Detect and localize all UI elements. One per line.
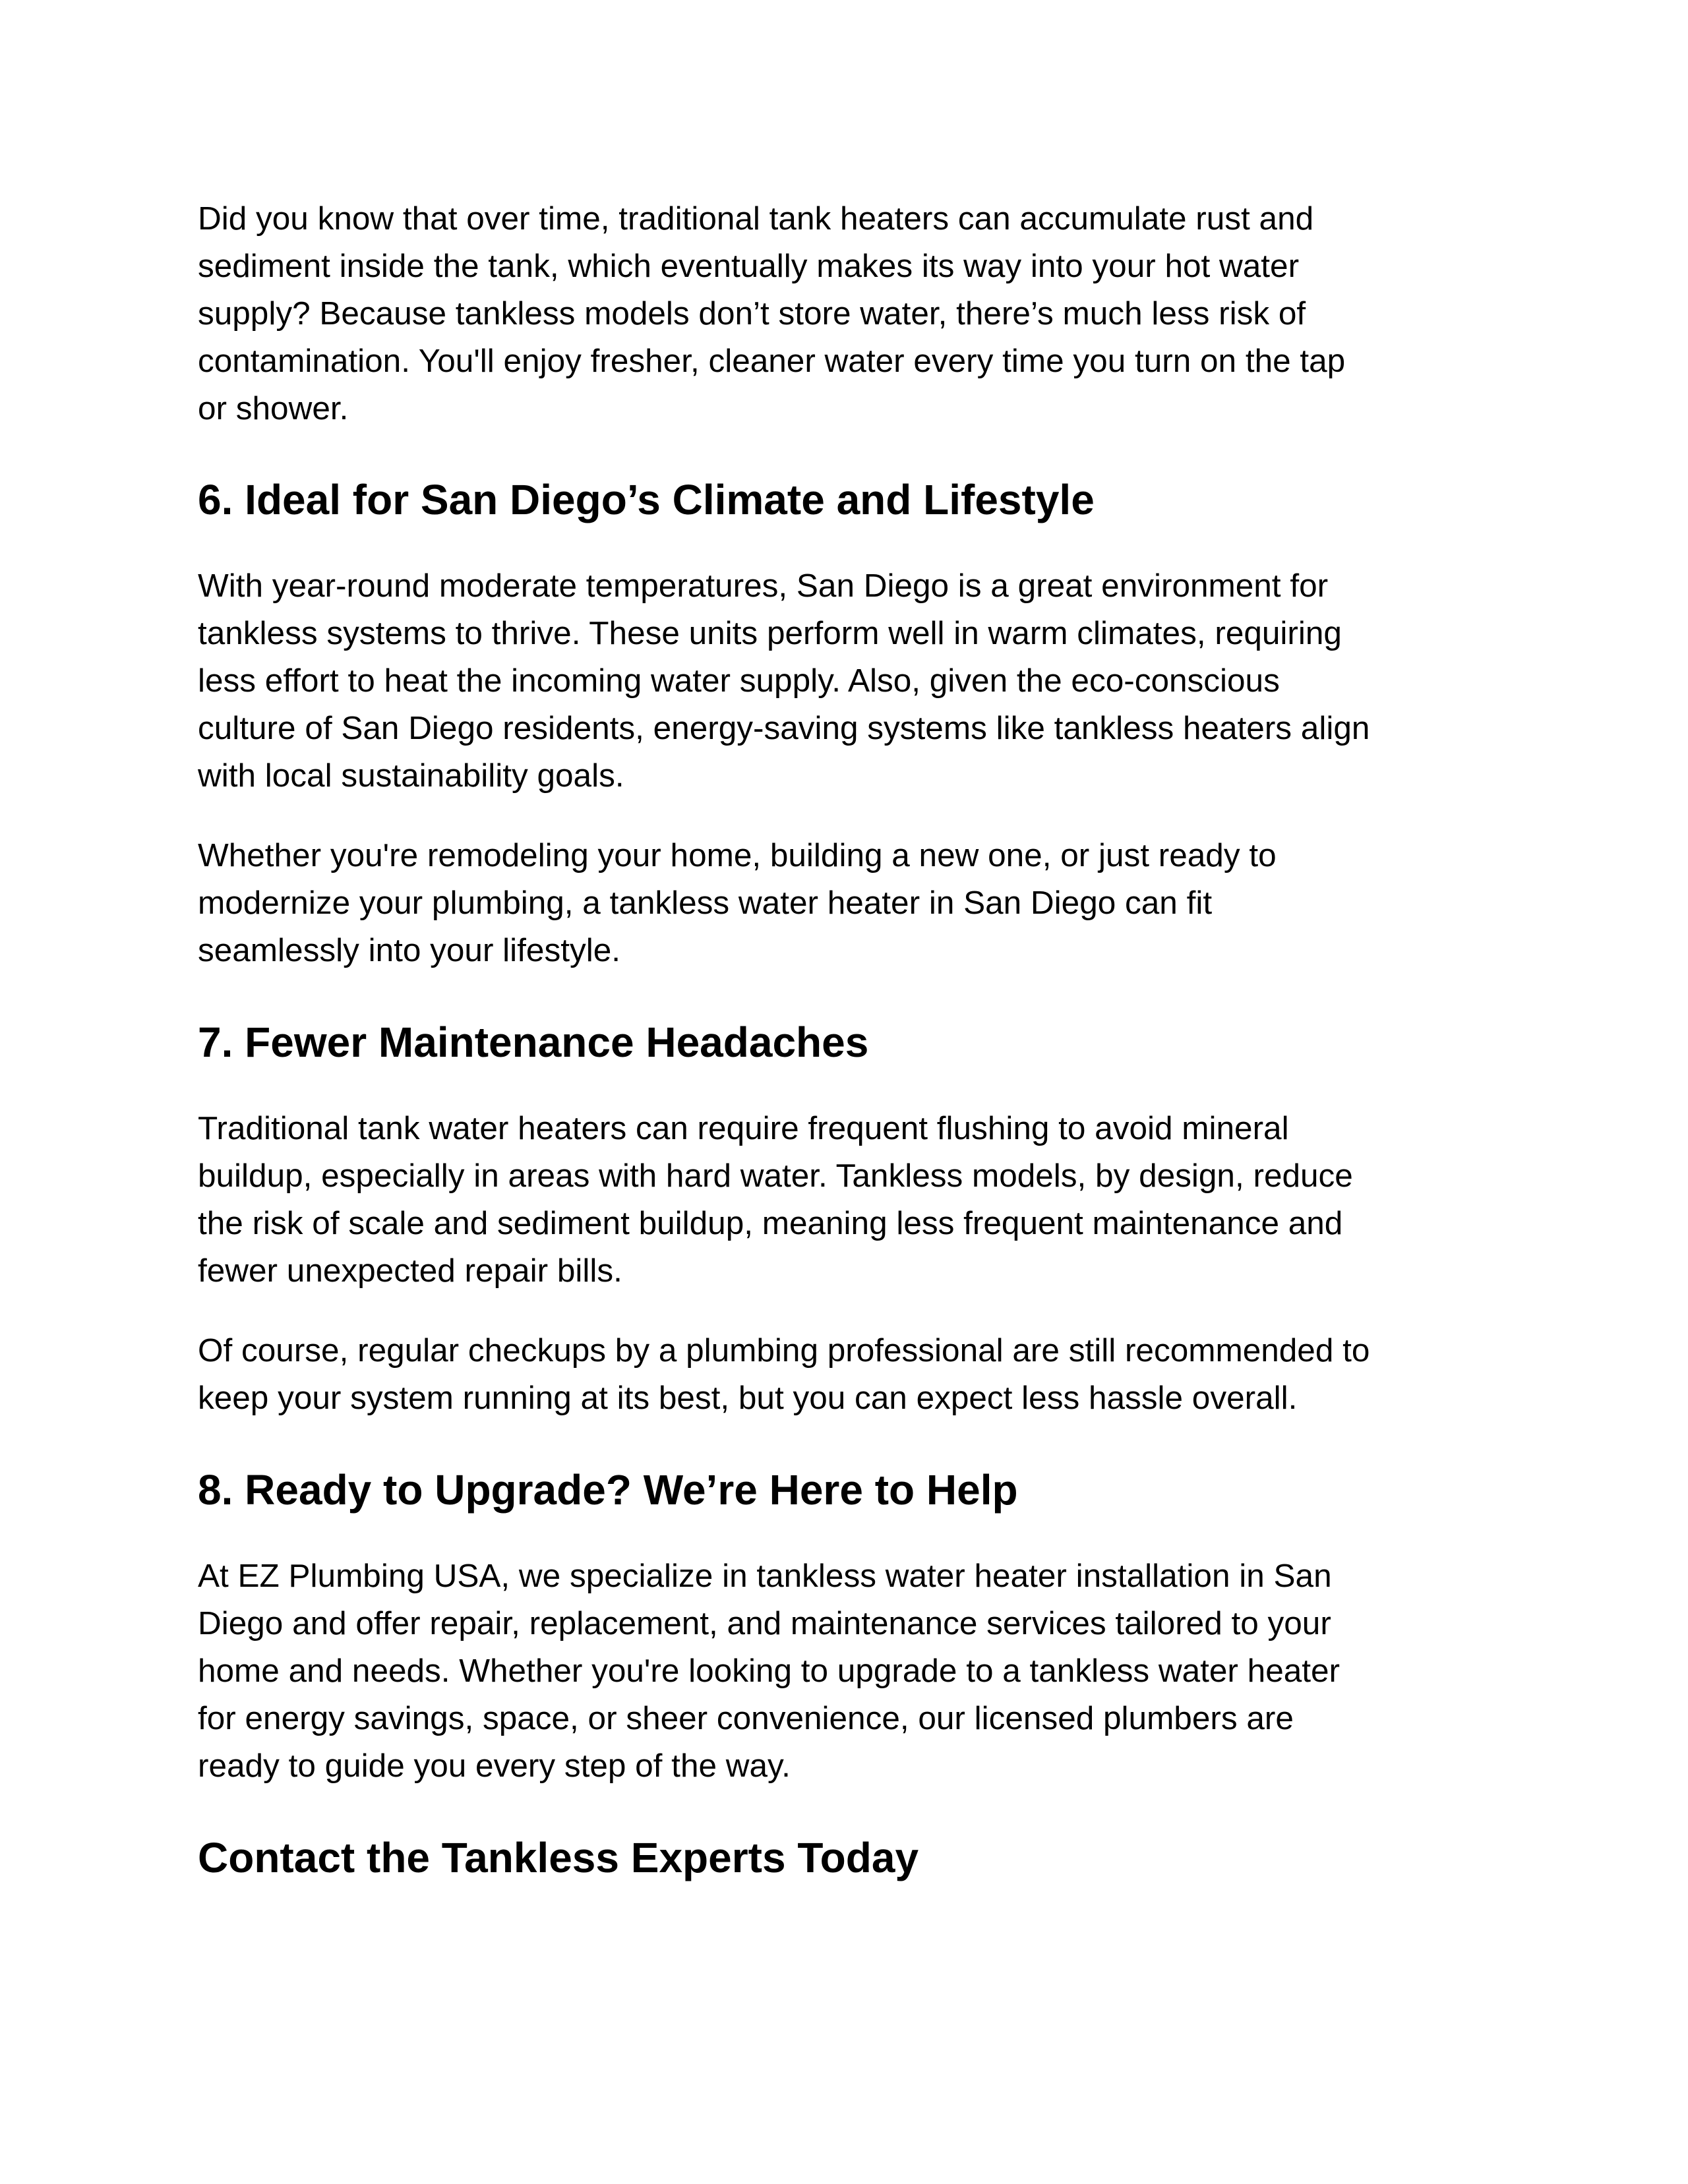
text-line: contamination. You'll enjoy fresher, cleaner water every time you turn on the tap xyxy=(198,343,1346,379)
text-line: keep your system running at its best, but you can expect less hassle overall. xyxy=(198,1380,1298,1416)
section-8-paragraph-1 xyxy=(198,1552,1503,1790)
text-line: sediment inside the tank, which eventually makes its way into your hot water xyxy=(198,248,1300,284)
text-line: Traditional tank water heaters can require frequent flushing to avoid mineral xyxy=(198,1110,1289,1146)
section-6-paragraph-2 xyxy=(198,832,1503,974)
text-line: culture of San Diego residents, energy-saving systems like tankless heaters align xyxy=(198,710,1370,746)
text-line: for energy savings, space, or sheer convenience, our licensed plumbers are xyxy=(198,1700,1294,1736)
text-line: At EZ Plumbing USA, we specialize in tankless water heater installation in San xyxy=(198,1558,1332,1594)
section-6-heading: 6. Ideal for San Diego’s Climate and Lifestyle xyxy=(198,476,1095,523)
section-7-heading: 7. Fewer Maintenance Headaches xyxy=(198,1018,869,1066)
text-line: less effort to heat the incoming water supply. Also, given the eco-conscious xyxy=(198,663,1280,699)
text-line: Whether you're remodeling your home, building a new one, or just ready to xyxy=(198,837,1277,873)
text-line: ready to guide you every step of the way. xyxy=(198,1748,791,1784)
text-line: the risk of scale and sediment buildup, meaning less frequent maintenance and xyxy=(198,1205,1343,1241)
text-line: or shower. xyxy=(198,390,349,427)
text-line: Diego and offer repair, replacement, and maintenance services tailored to your xyxy=(198,1605,1331,1641)
section-8-heading: 8. Ready to Upgrade? We’re Here to Help xyxy=(198,1466,1018,1514)
text-line: tankless systems to thrive. These units perform well in warm climates, requiring xyxy=(198,615,1342,651)
text-line: With year-round moderate temperatures, San Diego is a great environment for xyxy=(198,568,1329,604)
text-line: modernize your plumbing, a tankless water heater in San Diego can fit xyxy=(198,885,1213,921)
text-line: seamlessly into your lifestyle. xyxy=(198,932,620,968)
section-7-paragraph-1 xyxy=(198,1105,1503,1295)
text-line: buildup, especially in areas with hard water. Tankless models, by design, reduce xyxy=(198,1158,1353,1194)
contact-heading: Contact the Tankless Experts Today xyxy=(198,1834,919,1881)
text-line: fewer unexpected repair bills. xyxy=(198,1253,622,1289)
text-line: supply? Because tankless models don’t store water, there’s much less risk of xyxy=(198,295,1306,332)
text-line: with local sustainability goals. xyxy=(198,757,624,794)
intro-paragraph xyxy=(198,195,1503,432)
text-line: home and needs. Whether you're looking to upgrade to a tankless water heater xyxy=(198,1653,1341,1689)
text-line: Of course, regular checkups by a plumbing professional are still recommended to xyxy=(198,1332,1370,1369)
text-line: Did you know that over time, traditional tank heaters can accumulate rust and xyxy=(198,200,1314,237)
section-7-paragraph-2 xyxy=(198,1327,1503,1422)
section-6-paragraph-1 xyxy=(198,562,1503,800)
